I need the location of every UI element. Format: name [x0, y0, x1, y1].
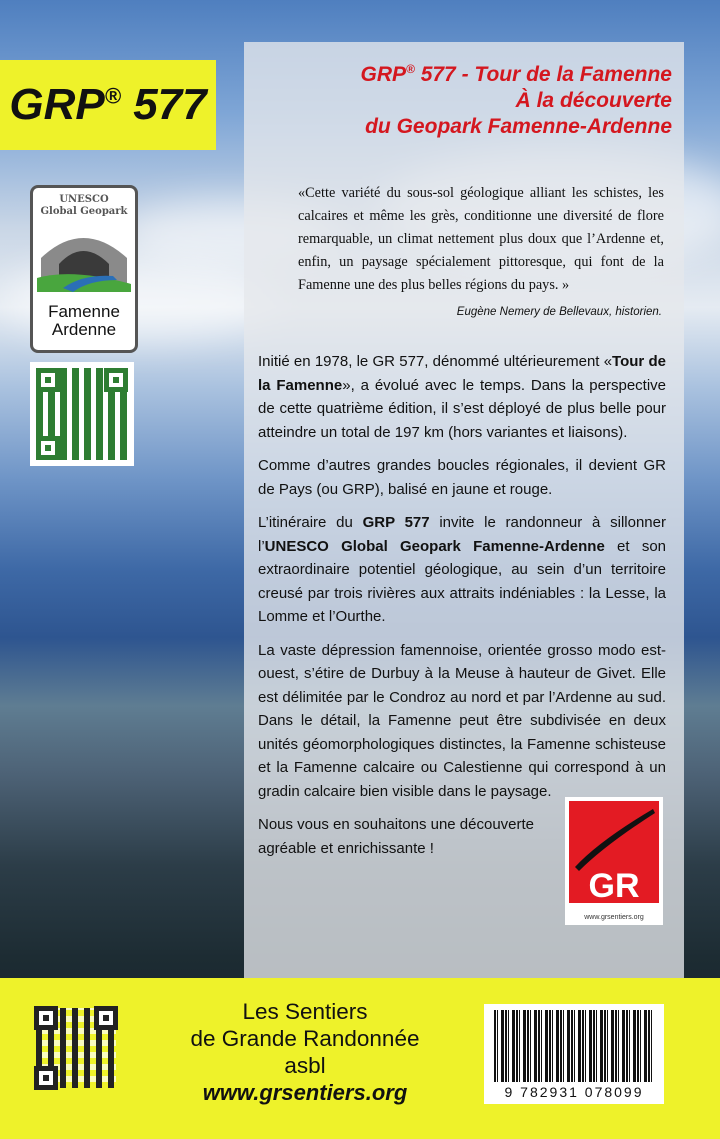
quote-text: «Cette variété du sous-sol géologique alliant les schistes, les calcaires et même les grès, conditionne une diversité de flore remarquable, un climat nettement plus doux que l’Ardenne et, enfin, un paysage spécialement pittoresque, qui font de la Famenne une des plus belles régions du pays. » [298, 185, 664, 293]
paragraph-4: La vaste dépression famennoise, orientée grosso modo est-ouest, s’étire de Durbuy à la Meuse à hauteur de Givet. Elle est délimitée par le Condroz au nord et par l’Ardenne au sud. Dans le détail, la Famenne peut être subdivisée en deux unités géomorphologiques distinctes, la Famenne schisteuse et la Famenne calcaire ou Calestienne qui correspond à un gradin calcaire bien visible dans le paysage. [258, 641, 666, 800]
publisher-url[interactable]: www.grsentiers.org [202, 1080, 408, 1105]
barcode [484, 1004, 664, 1104]
publisher-info [150, 998, 460, 1106]
gr-logo: GR www.grsentiers.org [565, 797, 663, 925]
gr-stripe-icon [569, 801, 659, 871]
paragraph-2: Comme d’autres grandes boucles régionales, il devient GR de Pays (ou GRP), balisé en jaune et rouge. [258, 457, 666, 498]
description-text [258, 350, 666, 870]
quote-author: Eugène Nemery de Bellevaux, historien. [456, 306, 662, 318]
publisher-line-3: asbl [284, 1053, 326, 1078]
grp-badge: GRP® 577 [0, 60, 216, 150]
geopark-arch-icon [33, 218, 135, 292]
publisher-line-1: Les Sentiers [242, 999, 368, 1024]
qr-code-footer[interactable] [30, 1002, 122, 1094]
paragraph-5: Nous vous en souhaitons une découverte agréable et enrichissante ! [258, 816, 535, 857]
qr-code-green[interactable] [30, 362, 134, 466]
barcode-number: 9 782931 078099 [504, 1084, 644, 1100]
book-title: GRP® 577 - Tour de la Famenne À la découverte du Geopark Famenne-Ardenne [360, 62, 672, 138]
paragraph-3: L’itinéraire du GRP 577 invite le randonneur à sillonner l’UNESCO Global Geopark Famenne-Ardenne et son extraordinaire potentiel géologique, au sein d’un territoire creusé par trois rivières aux attraits indéniables : la Lesse, la Lomme et l’Ourthe. [258, 514, 666, 625]
paragraph-1: Initié en 1978, le GR 577, dénommé ultérieurement «Tour de la Famenne», a évolué avec le temps. Dans la perspective de cette quatrième édition, il s’est déployé de plus belle pour atteindre un total de 197 km (hors variantes et liaisons). [258, 353, 666, 441]
unesco-geopark-logo: UNESCO Global Geopark Famenne Ardenne [30, 185, 138, 353]
publisher-line-2: de Grande Randonnée [190, 1026, 420, 1051]
